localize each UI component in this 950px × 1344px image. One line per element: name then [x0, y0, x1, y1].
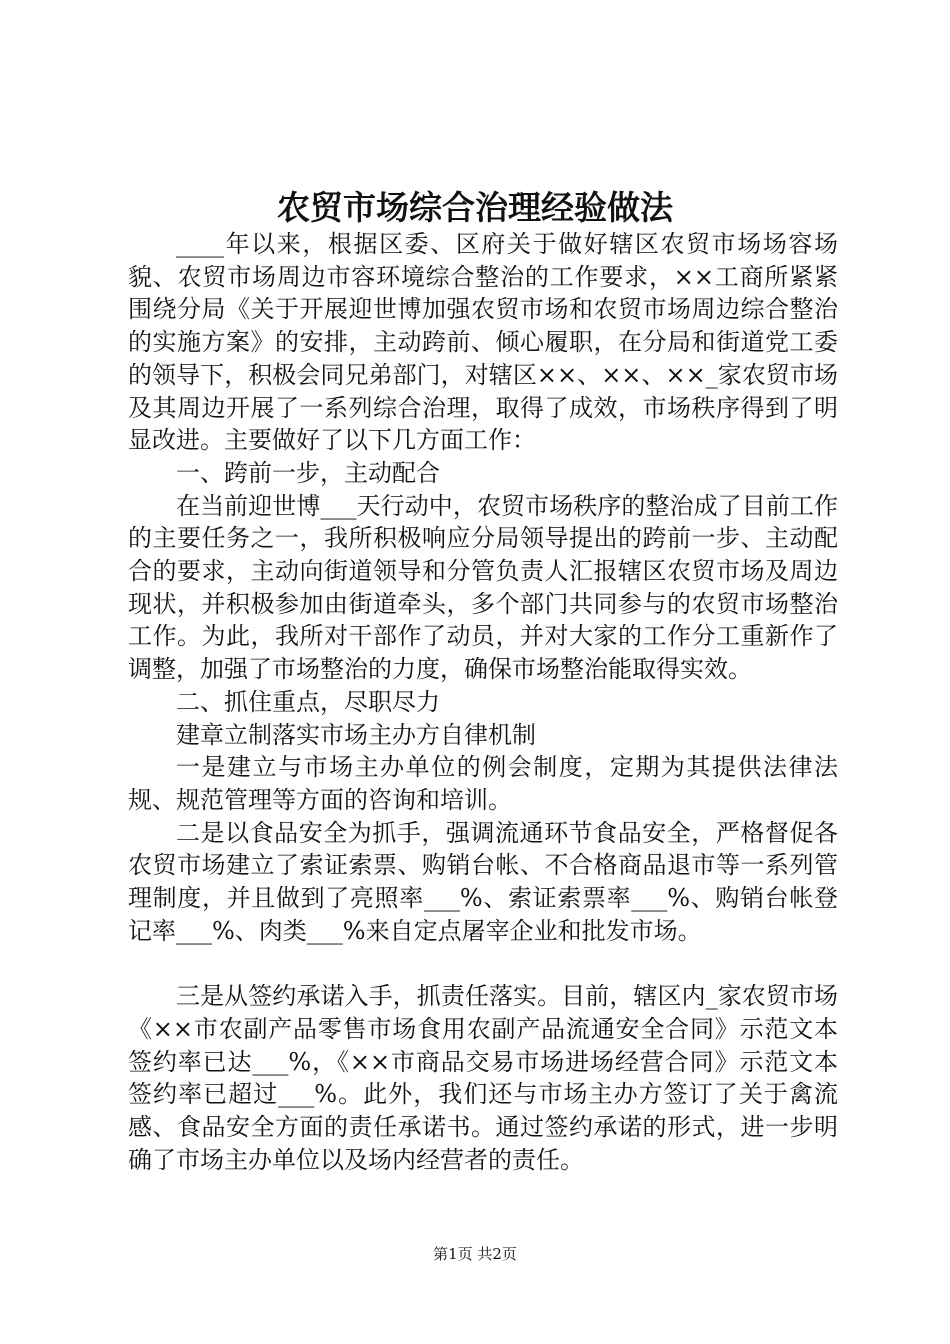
section-1-paragraph: 在当前迎世博___天行动中，农贸市场秩序的整治成了目前工作的主要任务之一，我所积极响应分局领导提出的跨前一步、主动配合的要求，主动向街道领导和分管负责人汇报辖区农贸市场及周边现状，并积极参加由街道牵头，多个部门共同参与的农贸市场整治工作。为此，我所对干部作了动员，并对大家的工作分工重新作了调整，加强了市场整治的力度，确保市场整治能取得实效。 [128, 491, 838, 684]
paragraph-gap [128, 947, 838, 980]
page-footer: 第1页 共2页 [433, 1245, 517, 1263]
point-3-paragraph: 三是从签约承诺入手，抓责任落实。目前，辖区内_家农贸市场《××市农副产品零售市场食用农副产品流通安全合同》示范文本签约率已达___%，《××市商品交易市场进场经营合同》示范文本签约率已超过___%。此外，我们还与市场主办方签订了关于禽流感、食品安全方面的责任承诺书。通过签约承诺的形式，进一步明确了市场主办单位以及场内经营者的责任。 [128, 982, 838, 1174]
section-heading-1: 一、跨前一步，主动配合 [176, 458, 440, 487]
point-1-paragraph: 一是建立与市场主办单位的例会制度，定期为其提供法律法规、规范管理等方面的咨询和培训。 [128, 753, 838, 814]
section-heading-2: 二、抓住重点，尽职尽力 [176, 687, 440, 716]
document-body [128, 228, 838, 1176]
intro-paragraph: ____年以来，根据区委、区府关于做好辖区农贸市场场容场貌、农贸市场周边市容环境综合整治的工作要求，××工商所紧紧围绕分局《关于开展迎世博加强农贸市场和农贸市场周边综合整治的实施方案》的安排，主动跨前、倾心履职，在分局和街道党工委的领导下，积极会同兄弟部门，对辖区××、××、××_家农贸市场及其周边开展了一系列综合治理，取得了成效，市场秩序得到了明显改进。主要做好了以下几方面工作： [128, 230, 838, 455]
subsection-heading: 建章立制落实市场主办方自律机制 [176, 720, 536, 749]
point-2-paragraph: 二是以食品安全为抓手，强调流通环节食品安全，严格督促各农贸市场建立了索证索票、购销台帐、不合格商品退市等一系列管理制度，并且做到了亮照率___%、索证索票率___%、购销台帐登记率___%、肉类___%来自定点屠宰企业和批发市场。 [128, 818, 838, 945]
document-title: 农贸市场综合治理经验做法 [277, 188, 673, 227]
